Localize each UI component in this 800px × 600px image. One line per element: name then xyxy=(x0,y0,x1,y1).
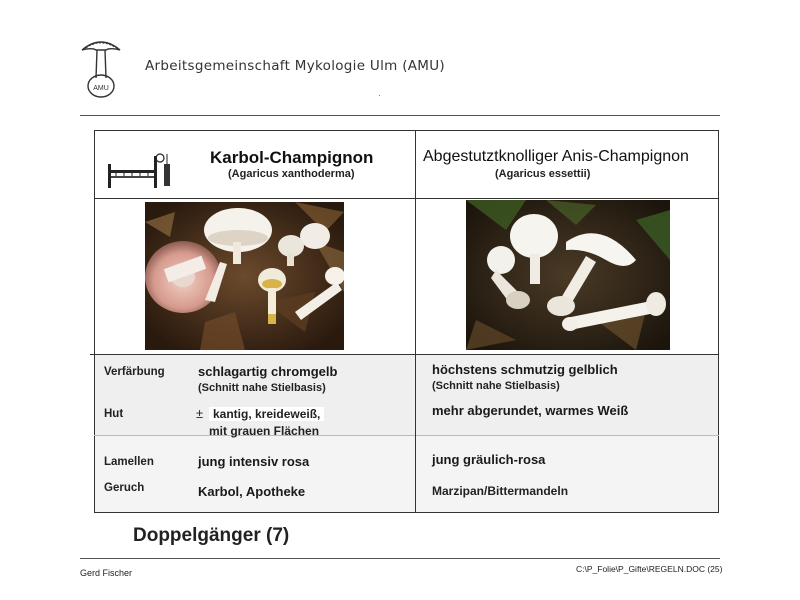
footer-rule xyxy=(80,558,720,559)
plus-minus-symbol: ± xyxy=(196,406,204,421)
right-latin-name: (Agaricus essettii) xyxy=(495,168,591,180)
document-path: C:\P_Folie\P_Gifte\REGELN.DOC (25) xyxy=(576,564,723,574)
header-row-divider xyxy=(94,198,719,199)
right-species-title: Abgestutztknolliger Anis-Champignon xyxy=(423,148,689,165)
photo-row-divider xyxy=(90,354,719,355)
left-verfaerbung-note: (Schnitt nahe Stielbasis) xyxy=(198,382,326,394)
left-mushroom-photo xyxy=(145,202,344,350)
left-lamellen-value: jung intensiv rosa xyxy=(198,454,310,469)
attribute-row-divider xyxy=(94,435,719,436)
column-divider xyxy=(415,130,416,513)
left-species-title: Karbol-Champignon xyxy=(210,148,374,167)
logo-text: AMU xyxy=(93,85,109,92)
hospital-bed-icon xyxy=(106,150,172,190)
amu-mushroom-logo xyxy=(78,34,124,100)
header-rule xyxy=(80,115,720,116)
right-verfaerbung-value: höchstens schmutzig gelblich xyxy=(432,362,618,377)
right-hut-value: mehr abgerundet, warmes Weiß xyxy=(432,403,629,418)
left-verfaerbung-value: schlagartig chromgelb xyxy=(198,364,338,379)
right-mushroom-photo xyxy=(466,200,670,350)
label-lamellen: Lamellen xyxy=(104,456,154,468)
left-geruch-value: Karbol, Apotheke xyxy=(198,484,306,499)
right-shade-row2 xyxy=(416,436,718,512)
left-hut-line2: mit grauen Flächen xyxy=(209,424,320,438)
slide-heading: Doppelgänger (7) xyxy=(133,525,290,546)
label-verfaerbung: Verfärbung xyxy=(104,366,165,378)
label-hut: Hut xyxy=(104,408,124,420)
right-verfaerbung-note: (Schnitt nahe Stielbasis) xyxy=(432,380,560,392)
organization-title: Arbeitsgemeinschaft Mykologie Ulm (AMU) xyxy=(145,58,445,74)
left-hut-line1: kantig, kreideweiß, xyxy=(209,407,324,421)
author-name: Gerd Fischer xyxy=(80,568,133,578)
right-lamellen-value: jung gräulich-rosa xyxy=(432,452,546,467)
scan-speck: · xyxy=(378,90,381,100)
left-shade-row2 xyxy=(95,436,415,512)
left-latin-name: (Agaricus xanthoderma) xyxy=(228,168,355,180)
right-geruch-value: Marzipan/Bittermandeln xyxy=(432,484,569,498)
label-geruch: Geruch xyxy=(104,482,145,494)
